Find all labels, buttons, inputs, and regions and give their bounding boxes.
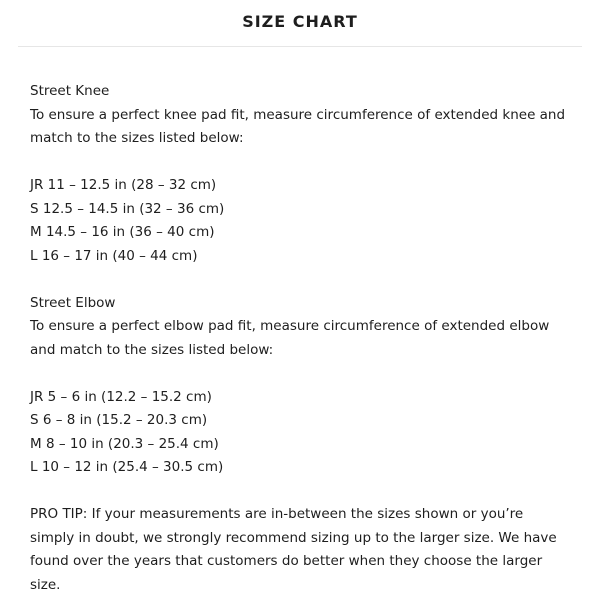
spacer [30, 480, 586, 504]
knee-heading: Street Knee [30, 83, 110, 99]
knee-size-jr: JR 11 – 12.5 in (28 – 32 cm) [30, 177, 217, 193]
elbow-section [30, 292, 586, 480]
spacer [30, 268, 586, 292]
knee-size-l: L 16 – 17 in (40 – 44 cm) [30, 247, 198, 264]
size-chart-content [30, 80, 586, 597]
pro-tip [30, 503, 586, 597]
elbow-size-l: L 10 – 12 in (25.4 – 30.5 cm) [30, 459, 224, 475]
elbow-intro-line-2: and match to the sizes listed below: [30, 341, 274, 358]
knee-size-m: M 14.5 – 16 in (36 – 40 cm) [30, 224, 215, 240]
knee-section [30, 80, 586, 268]
knee-size-s: S 12.5 – 14.5 in (32 – 36 cm) [30, 200, 225, 217]
pro-tip-line-1: PRO TIP: If your measurements are in-between the sizes shown or you’re [30, 506, 524, 522]
elbow-intro-line-1: To ensure a perfect elbow pad fit, measure circumference of extended elbow [30, 318, 550, 334]
pro-tip-line-2: simply in doubt, we strongly recommend sizing up to the larger size. We have [30, 529, 557, 546]
page-title: SIZE CHART [242, 12, 358, 31]
elbow-heading: Street Elbow [30, 294, 116, 311]
elbow-size-s: S 6 – 8 in (15.2 – 20.3 cm) [30, 412, 208, 428]
spacer [30, 151, 586, 175]
spacer [30, 362, 586, 386]
knee-intro-line-1: To ensure a perfect knee pad fit, measure circumference of extended knee and [30, 106, 566, 123]
elbow-size-m: M 8 – 10 in (20.3 – 25.4 cm) [30, 435, 219, 452]
size-chart-header [18, 0, 582, 47]
elbow-size-jr: JR 5 – 6 in (12.2 – 15.2 cm) [30, 388, 212, 405]
pro-tip-line-4: size. [30, 576, 61, 593]
pro-tip-line-3: found over the years that customers do better when they choose the larger [30, 553, 543, 569]
knee-intro-line-2: match to the sizes listed below: [30, 130, 244, 146]
